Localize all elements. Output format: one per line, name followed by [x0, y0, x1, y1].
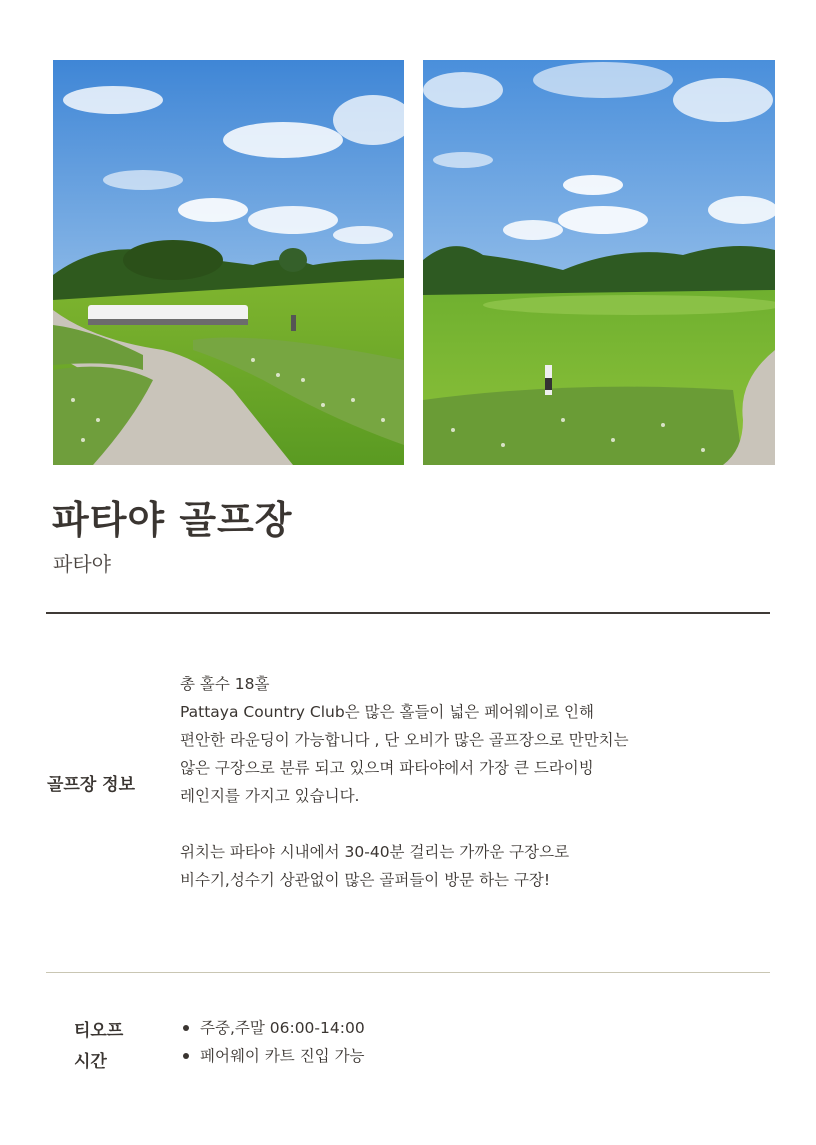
course-info-line: 레인지를 가지고 있습니다.	[180, 787, 360, 805]
location-line: 비수기,성수기 상관없이 많은 골퍼들이 방문 하는 구장!	[180, 871, 551, 889]
page-title: 파타야 골프장	[52, 498, 293, 542]
tee-off-label-line2: 시간	[74, 1052, 107, 1072]
tee-off-item: 페어웨이 카트 진입 가능	[182, 1042, 365, 1070]
tee-off-item: 주중,주말 06:00-14:00	[182, 1014, 365, 1042]
course-info-line: Pattaya Country Club은 많은 홀들이 넓은 페어웨이로 인해	[180, 703, 594, 721]
paragraph-spacer	[180, 810, 650, 838]
course-info-line: 총 홀수 18홀	[180, 675, 270, 693]
course-info-description	[180, 670, 650, 894]
tee-off-label-line1: 티오프	[74, 1021, 124, 1041]
location-line: 위치는 파타야 시내에서 30-40분 걸리는 가까운 구장으로	[180, 843, 570, 861]
course-info-line: 않은 구장으로 분류 되고 있으며 파타야에서 가장 큰 드라이빙	[180, 759, 594, 777]
golf-course-fairway-photo	[423, 60, 775, 465]
tee-off-list	[182, 1014, 365, 1070]
course-info-label: 골프장 정보	[47, 775, 136, 795]
tee-off-label	[74, 1016, 144, 1078]
title-divider	[46, 612, 770, 614]
course-info-line: 편안한 라운딩이 가능합니다 , 단 오비가 많은 골프장으로 만만치는	[180, 731, 629, 749]
page-subtitle: 파타야	[53, 552, 111, 576]
section-divider	[46, 972, 770, 973]
golf-course-cart-path-photo	[53, 60, 404, 465]
